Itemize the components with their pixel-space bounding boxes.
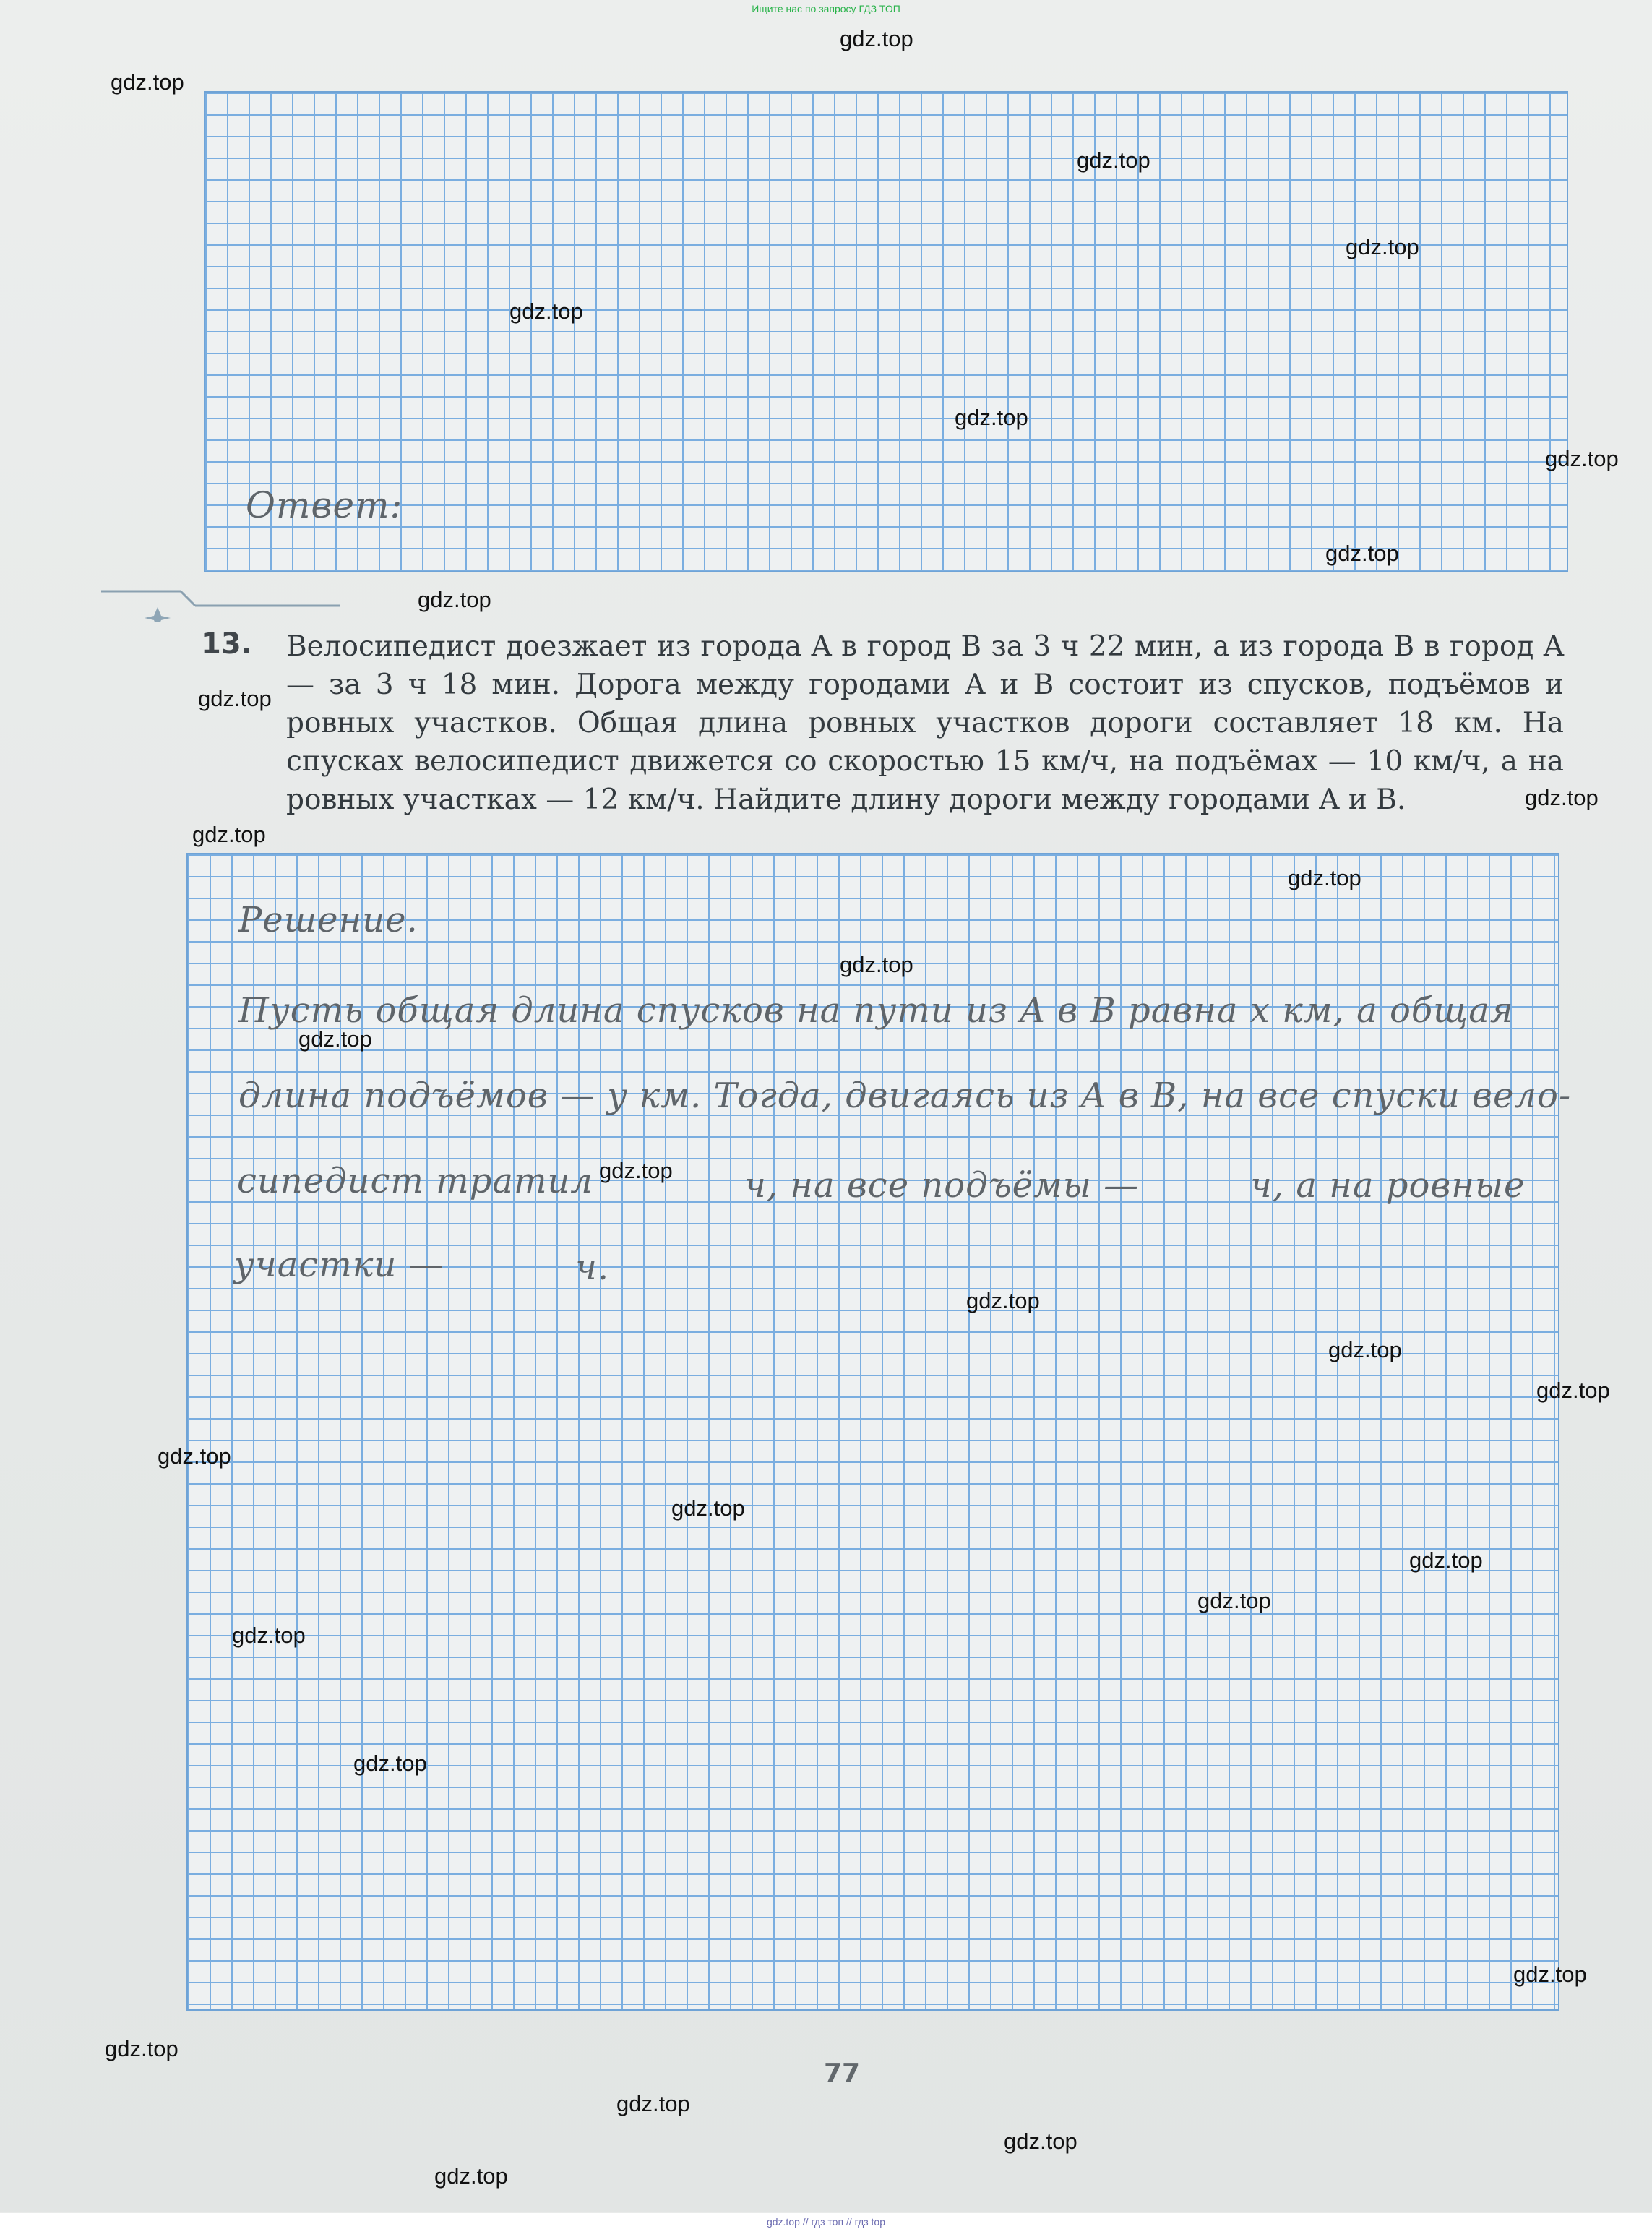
watermark: gdz.top — [198, 686, 272, 711]
answer-label: Ответ: — [246, 484, 403, 526]
watermark: gdz.top — [111, 69, 184, 95]
solution-line-3a: сипедист тратил — [237, 1161, 593, 1201]
watermark: gdz.top — [509, 299, 583, 324]
watermark: gdz.top — [840, 952, 913, 977]
watermark: gdz.top — [840, 26, 913, 51]
footer-links[interactable]: gdz.top // гдз топ // гдз top — [766, 2216, 886, 2228]
solution-line-1: Пусть общая длина спусков на пути из A в B равна x км, а общая — [238, 990, 1514, 1031]
solution-line-3b: ч, на все подъёмы — — [744, 1165, 1140, 1206]
watermark: gdz.top — [1328, 1337, 1402, 1362]
solution-line-3c: ч, а на ровные — [1250, 1165, 1526, 1206]
star-icon — [145, 607, 171, 622]
watermark: gdz.top — [1004, 2129, 1077, 2154]
watermark: gdz.top — [1346, 234, 1419, 259]
task-statement: Велосипедист доезжает из города A в город B за 3 ч 22 мин, а из города B в город A — за 3 ч 18 мин. Дорога между городами A и B состоит из спусков, подъёмов и ровных участков. Общая длина ровных участков дороги составляет 18 км. На спусках велосипедист движется со скоростью 15 км/ч, на подъёмах — 10 км/ч, а на ровных участках — 12 км/ч. Найдите длину дороги между городами A и B. — [286, 630, 1564, 816]
watermark: gdz.top — [1545, 446, 1619, 471]
watermark: gdz.top — [1513, 1962, 1587, 1987]
watermark: gdz.top — [158, 1443, 231, 1469]
answer-grid — [204, 91, 1568, 572]
watermark: gdz.top — [298, 1026, 372, 1052]
watermark: gdz.top — [1077, 147, 1150, 173]
watermark: gdz.top — [1325, 541, 1399, 566]
watermark: gdz.top — [1288, 865, 1361, 890]
watermark: gdz.top — [1536, 1378, 1610, 1403]
watermark: gdz.top — [1525, 785, 1599, 810]
watermark: gdz.top — [1197, 1588, 1271, 1613]
watermark: gdz.top — [105, 2036, 178, 2061]
watermark: gdz.top — [1409, 1547, 1483, 1573]
section-divider — [101, 585, 340, 622]
watermark: gdz.top — [966, 1288, 1040, 1313]
watermark: gdz.top — [418, 587, 491, 612]
watermark: gdz.top — [232, 1623, 306, 1648]
watermark: gdz.top — [192, 822, 266, 847]
watermark: gdz.top — [616, 2091, 690, 2116]
task-number: 13. — [201, 627, 252, 661]
solution-heading: Решение. — [238, 900, 418, 940]
solution-line-4b: ч. — [575, 1248, 610, 1288]
watermark: gdz.top — [955, 405, 1028, 430]
promo-link[interactable]: Ищите нас по запросу ГДЗ ТОП — [752, 3, 900, 14]
page-number: 77 — [824, 2058, 861, 2088]
solution-line-2: длина подъёмов — y км. Тогда, двигаясь из A в B, на все спуски вело- — [238, 1075, 1572, 1116]
solution-line-4a: участки — — [234, 1245, 444, 1285]
watermark: gdz.top — [353, 1751, 427, 1776]
watermark: gdz.top — [671, 1495, 745, 1521]
watermark: gdz.top — [434, 2163, 508, 2189]
watermark: gdz.top — [599, 1158, 673, 1183]
